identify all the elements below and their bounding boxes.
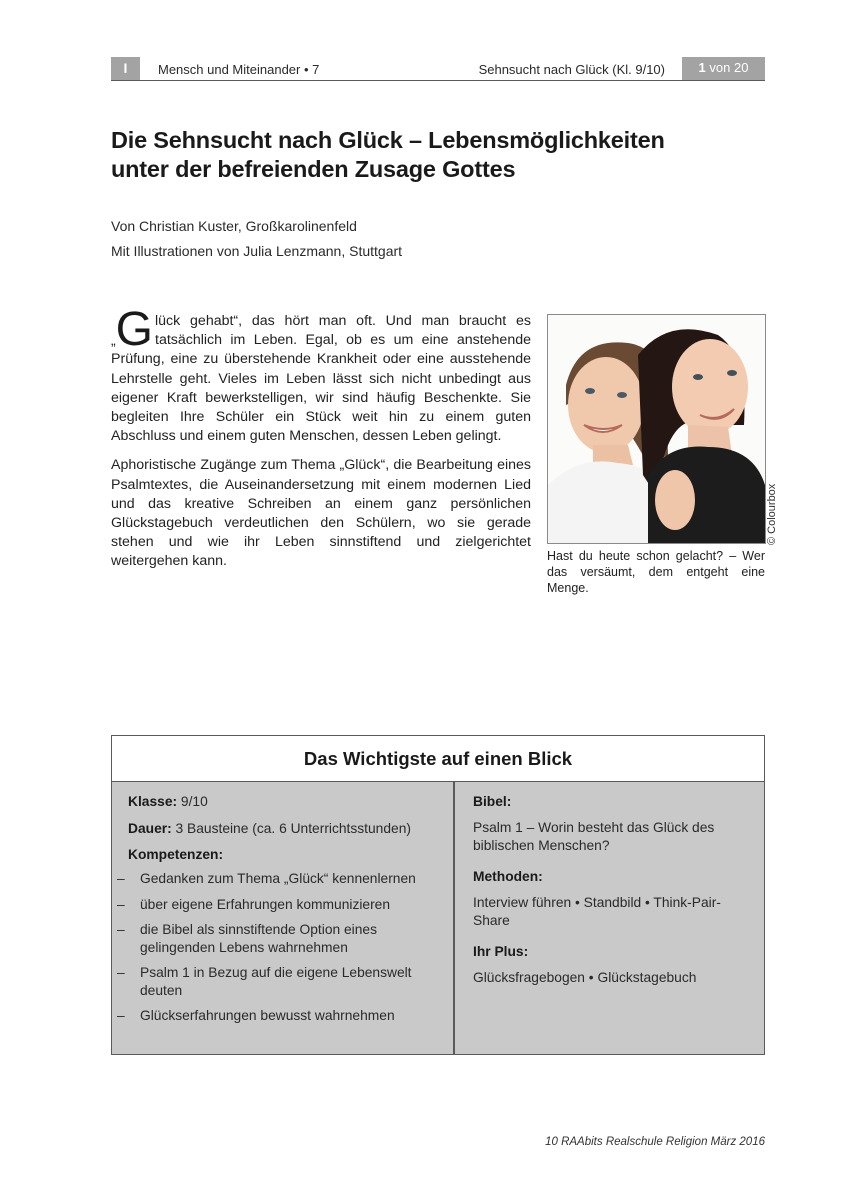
plus-text: Glücksfragebogen • Glückstagebuch	[473, 970, 697, 985]
competency-text: Glückserfahrungen bewusst wahrnehmen	[140, 1008, 395, 1023]
title-line-1: Die Sehnsucht nach Glück – Lebensmöglichkeiten	[111, 127, 665, 153]
intro-text	[111, 303, 531, 582]
klasse-row	[128, 793, 452, 810]
klasse-label: Klasse:	[128, 794, 178, 809]
page-title	[111, 126, 771, 184]
unit-title: Sehnsucht nach Glück (Kl. 9/10)	[478, 62, 665, 77]
list-item	[112, 1007, 452, 1025]
dash-bullet: –	[117, 922, 125, 937]
footer-source: 10 RAAbits Realschule Religion März 2016	[545, 1136, 765, 1148]
opening-quote: „	[111, 332, 116, 348]
list-item	[112, 921, 452, 956]
kompetenzen-label: Kompetenzen:	[128, 847, 224, 862]
dash-bullet: –	[117, 896, 125, 912]
overview-heading: Das Wichtigste auf einen Blick	[112, 736, 764, 782]
series-title: Mensch und Miteinander • 7	[158, 62, 320, 77]
klasse-value: 9/10	[177, 794, 208, 809]
dash-bullet: –	[117, 1008, 125, 1023]
methoden-text: Interview führen • Standbild • Think-Pair-Share	[473, 895, 721, 928]
bibel-text: Psalm 1 – Worin besteht das Glück des biblischen Menschen?	[473, 820, 715, 853]
page-indicator	[682, 57, 765, 80]
dauer-value: 3 Bausteine (ca. 6 Unterrichtsstunden)	[171, 821, 411, 836]
list-item	[112, 964, 452, 999]
paragraph-1-text: lück gehabt“, das hört man oft. Und man braucht es tatsächlich im Leben. Egal, ob es um eine anstehende Prüfung, eine zu überstehende Krankheit oder eine ausstehende Lehrstelle geht. Vieles im Leben lässt sich nicht unbedingt aus eigener Kraft bewerkstelligen, wir sind häufig Beschenkte. Sie begleiten Ihre Schüler ein Stück weit hin zu einem guten Abschluss und einem guten Menschen, dessen Leben gelingt.	[111, 313, 531, 445]
photo-illustration	[548, 315, 765, 543]
running-header	[111, 57, 765, 81]
overview-left-column	[112, 782, 452, 1033]
author-line: Von Christian Kuster, Großkarolinenfeld	[111, 218, 357, 234]
dash-bullet: –	[117, 965, 125, 980]
illustrator-line: Mit Illustrationen von Julia Lenzmann, Stuttgart	[111, 243, 403, 259]
dauer-row	[128, 820, 452, 837]
section-tab: I	[111, 57, 140, 80]
bibel-label: Bibel:	[473, 794, 512, 809]
overview-right-column	[455, 782, 755, 1001]
competency-text: über eigene Erfahrungen kommunizieren	[140, 896, 391, 912]
overview-box	[111, 735, 765, 1055]
list-item	[112, 896, 452, 914]
page-current: 1	[698, 60, 706, 75]
photo-credit: © Colourbox	[766, 483, 778, 545]
photo-two-girls	[547, 314, 766, 544]
competency-text: Gedanken zum Thema „Glück“ kennenlernen	[140, 871, 416, 886]
methoden-label: Methoden:	[473, 869, 543, 884]
list-item	[112, 870, 452, 888]
intro-paragraph-2: Aphoristische Zugänge zum Thema „Glück“, die Bearbeitung eines Psalmtextes, die Auseinandersetzung mit einem modernen Lied und das kreative Schreiben an einem ganz persönlichen Glückstagebuch verdeutlichen den Schülern, wo sie gerade stehen und wie ihr Leben sinnstiftend und zielgerichtet weitergehen kann.	[111, 457, 531, 570]
competency-text: Psalm 1 in Bezug auf die eigene Lebenswelt deuten	[140, 965, 412, 998]
dash-bullet: –	[117, 871, 125, 886]
page-total: von 20	[705, 60, 749, 75]
photo-caption: Hast du heute schon gelacht? – Wer das versäumt, dem entgeht eine Menge.	[547, 549, 765, 595]
drop-cap: G	[115, 303, 154, 356]
plus-label: Ihr Plus:	[473, 944, 529, 959]
competency-text: die Bibel als sinnstiftende Option eines gelingenden Lebens wahrnehmen	[140, 922, 377, 955]
title-line-2: unter der befreienden Zusage Gottes	[111, 156, 516, 182]
intro-paragraph-1	[111, 303, 531, 446]
dauer-label: Dauer:	[128, 821, 172, 836]
